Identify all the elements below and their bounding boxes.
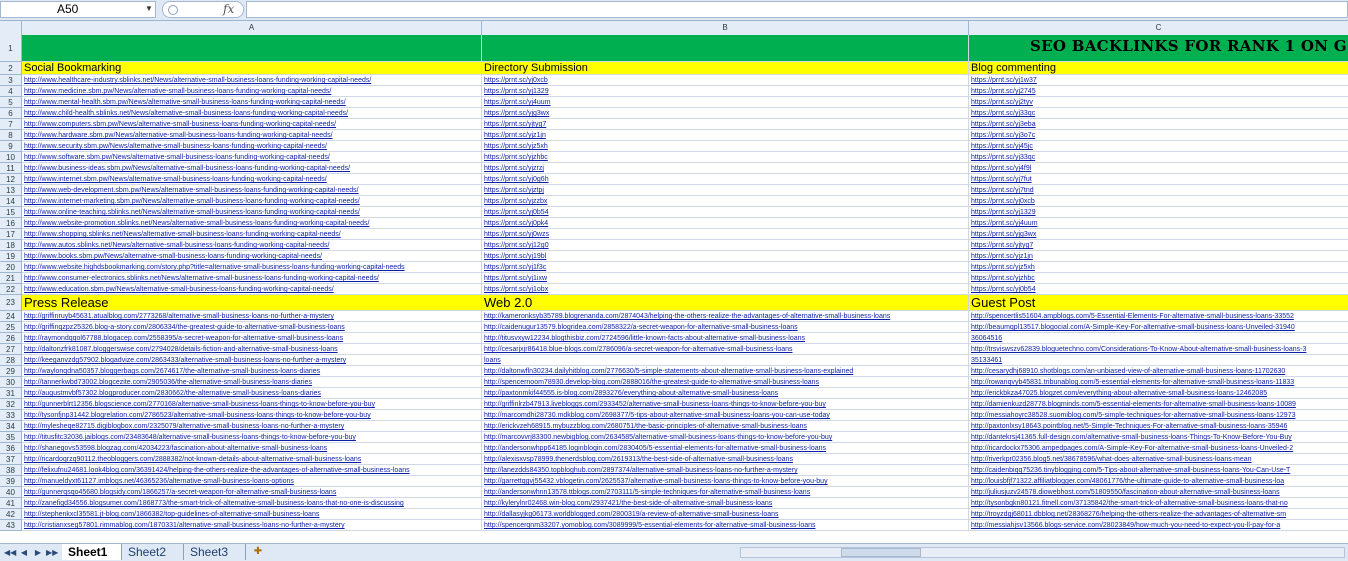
cell-link[interactable]: http://www.website.highdsbookmarking.com/story.php?title=alternative-small-business-loans-funding-working-capital-needs xyxy=(22,262,482,273)
cell-link[interactable]: http://www.security.sbm.pw/News/alternative-small-business-loans-funding-working-capital-needs/ xyxy=(22,141,482,152)
insert-sheet-icon[interactable]: ✚ xyxy=(253,546,263,557)
row-header[interactable]: 23 xyxy=(0,295,22,311)
cell-link[interactable]: http://keeganvzdg57902.blogadvize.com/2863433/alternative-small-business-loans-no-further-a-mystery xyxy=(22,355,482,366)
table-row xyxy=(0,108,1348,119)
cell-link[interactable]: https://prnt.sc/yj0g6h xyxy=(482,174,969,185)
cell-link[interactable]: http://caidenbiqq75236.tinyblogging.com/5-Tips-about-alternative-small-business-loans-You-Can-Use-T xyxy=(969,465,1348,476)
cell-link[interactable]: http://www.medicine.sbm.pw/News/alternative-small-business-loans-funding-working-capital-needs/ xyxy=(22,86,482,97)
cell-link[interactable]: https://prnt.sc/yjzhbc xyxy=(482,152,969,163)
header-social-bookmarking[interactable]: Social Bookmarking xyxy=(22,62,482,75)
table-row xyxy=(0,251,1348,262)
table-row xyxy=(0,62,1348,75)
cell-link[interactable]: http://stephenkxcl35581.jt-blog.com/1866382/top-guidelines-of-alternative-small-business-loans xyxy=(22,509,482,520)
cell-link[interactable]: http://beaumqpl13517.blogocial.com/A-Simple-Key-For-alternative-small-business-loans-Unveiled-31940 xyxy=(969,322,1348,333)
row-header[interactable]: 40 xyxy=(0,487,22,498)
cell-link[interactable]: http://messiahoyrc38528.suomiblog.com/5-simple-techniques-for-alternative-small-business-loans-12973 xyxy=(969,410,1348,421)
row-header[interactable]: 42 xyxy=(0,509,22,520)
cell-link[interactable]: https://prnt.sc/yj2745 xyxy=(969,86,1348,97)
cell-link[interactable]: http://ricardoqrzq90112.theobloggers.com/2888382/not-known-details-about-alternative-small-business-loans xyxy=(22,454,482,465)
table-row xyxy=(0,207,1348,218)
cell-link[interactable]: http://manueldyxt61127.imblogs.net/46365236/alternative-small-business-loans-options xyxy=(22,476,482,487)
row-header[interactable]: 43 xyxy=(0,520,22,531)
worksheet-grid xyxy=(0,35,1348,543)
cell-link[interactable]: http://riverkpr02356.blog5.net/38678596/what-does-alternative-small-business-loans-mean xyxy=(969,454,1348,465)
cell-link[interactable]: http://griffinruyb45631.atualblog.com/2773268/alternative-small-business-loans-no-further-a-mystery xyxy=(22,311,482,322)
cell-link[interactable]: http://www.software.sbm.pw/News/alternative-small-business-loans-funding-working-capital-needs/ xyxy=(22,152,482,163)
column-headers xyxy=(0,21,1348,36)
cell-link[interactable]: http://www.computers.sbm.pw/News/alternative-small-business-loans-funding-working-capital-needs/ xyxy=(22,119,482,130)
cell-link[interactable]: http://garrettqgvj55432.vblogetin.com/2625537/alternative-small-business-loans-things-to-know-before-you-buy xyxy=(482,476,969,487)
cell-link[interactable]: https://prnt.sc/yj4uum xyxy=(482,97,969,108)
table-row xyxy=(0,311,1348,322)
row-header[interactable]: 8 xyxy=(0,130,22,141)
cell-link[interactable]: http://www.internet.sbm.pw/News/alternative-small-business-loans-funding-working-capital-needs/ xyxy=(22,174,482,185)
cell-link[interactable]: https://prnt.sc/yjz5xh xyxy=(969,262,1348,273)
cell-link[interactable]: http://gunnerqsqo45680.blogsidy.com/1866257/a-secret-weapon-for-alternative-small-business-loans xyxy=(22,487,482,498)
cell-link[interactable]: http://trsviswszv62839.bloguetechno.com/Considerations-To-Know-About-alternative-small-business-loans-3 xyxy=(969,344,1348,355)
cell-link[interactable]: http://spencerqnm33207.yomoblog.com/3089999/5-essential-elements-for-alternative-small-business-loans xyxy=(482,520,969,531)
table-row xyxy=(0,432,1348,443)
table-row xyxy=(0,487,1348,498)
row-header[interactable]: 34 xyxy=(0,421,22,432)
cell-link[interactable]: https://prnt.sc/yj33qc xyxy=(969,152,1348,163)
table-row xyxy=(0,443,1348,454)
cell-link[interactable]: https://prnt.sc/yjtyg7 xyxy=(482,119,969,130)
cell-link[interactable]: http://tysonfjnp31442.blogrelation.com/2786523/alternative-small-business-loans-things-to-know-before-you-buy xyxy=(22,410,482,421)
row-header[interactable]: 14 xyxy=(0,196,22,207)
cell-link[interactable]: http://augustmvbf57302.blogproducer.com/2830662/the-alternative-small-business-loans-diaries xyxy=(22,388,482,399)
cell-link[interactable]: http://daltonwfln30234.dailyhitblog.com/2776630/5-simple-statements-about-alternative-small-business-loans-explained xyxy=(482,366,969,377)
table-row xyxy=(0,240,1348,251)
row-header[interactable]: 32 xyxy=(0,399,22,410)
cell-link[interactable]: http://paxtonmkif44555.is-blog.com/2893276/everything-about-alternative-small-business-loans xyxy=(482,388,969,399)
cell-link[interactable]: http://raymondqqol67788.blogacep.com/2558395/a-secret-weapon-for-alternative-small-business-loans xyxy=(22,333,482,344)
cell-link[interactable]: http://felixufnu24681.look4blog.com/36391424/helping-the-others-realize-the-advantages-of-alternative-small-business-loans xyxy=(22,465,482,476)
header-blog-commenting[interactable]: Blog commenting xyxy=(969,62,1348,75)
cell-link[interactable]: https://prnt.sc/yj19bl xyxy=(482,251,969,262)
table-row xyxy=(0,388,1348,399)
row-header[interactable]: 29 xyxy=(0,366,22,377)
row-header[interactable]: 4 xyxy=(0,86,22,97)
cell-link[interactable]: https://prnt.sc/yjztpj xyxy=(482,185,969,196)
cell-link[interactable]: https://prnt.sc/yj1329 xyxy=(482,86,969,97)
row-header[interactable]: 13 xyxy=(0,185,22,196)
cell-link[interactable]: https://prnt.sc/yjz1jn xyxy=(482,130,969,141)
cell-link[interactable]: http://dantekrsj41365.full-design.com/alternative-small-business-loans-Things-To-Know-Before-You-Buy xyxy=(969,432,1348,443)
cell-link[interactable]: http://spencertlis51604.ampblogs.com/5-Essential-Elements-For-alternative-small-business-loans-33552 xyxy=(969,311,1348,322)
cell-link[interactable]: http://tysonbgkn80121.fitnell.com/37135842/the-smart-trick-of-alternative-small-business-loans-that-no xyxy=(969,498,1348,509)
scrollbar-thumb[interactable] xyxy=(841,548,921,557)
cell-link[interactable]: http://shanegovs53598.blogzag.com/42034223/fascination-about-alternative-small-business-loans xyxy=(22,443,482,454)
column-header-a[interactable]: A xyxy=(22,21,482,35)
cell-link[interactable]: http://louisbfjf71322.affiliatblogger.com/48061776/the-ultimate-guide-to-alternative-small-business-loa xyxy=(969,476,1348,487)
cell-link[interactable]: https://prnt.sc/yjz1jn xyxy=(969,251,1348,262)
cell-link[interactable]: http://www.books.sbm.pw/News/alternative-small-business-loans-funding-working-capital-needs/ xyxy=(22,251,482,262)
cell-link[interactable]: http://www.online-teaching.sblinks.net/News/alternative-small-business-loans-funding-working-capital-needs/ xyxy=(22,207,482,218)
cell-link[interactable]: http://spencernoom78930.develop-blog.com/2888016/the-greatest-guide-to-alternative-small-business-loans xyxy=(482,377,969,388)
cell-link[interactable]: http://paxtonlxsy18643.pointblog.net/5-Simple-Techniques-For-alternative-small-business-loans-35946 xyxy=(969,421,1348,432)
cell-link[interactable]: http://www.business-ideas.sbm.pw/News/alternative-small-business-loans-funding-working-capital-needs/ xyxy=(22,163,482,174)
cell-link[interactable]: http://www.child-health.sblinks.net/News/alternative-small-business-loans-funding-working-capital-needs/ xyxy=(22,108,482,119)
table-row xyxy=(0,520,1348,531)
cell-link[interactable]: http://griffinqzpz25326.blog-a-story.com/2806334/the-greatest-guide-to-alternative-small-business-loans xyxy=(22,322,482,333)
cell-link[interactable]: https://prnt.sc/yjzrzj xyxy=(482,163,969,174)
row-header[interactable]: 6 xyxy=(0,108,22,119)
cell-link[interactable]: http://andersonwhpp64185.loginblogin.com/2830405/5-essential-elements-for-alternative-small-business-loans xyxy=(482,443,969,454)
cell-link[interactable]: https://prnt.sc/yj1w37 xyxy=(969,75,1348,86)
table-row xyxy=(0,163,1348,174)
row-header[interactable]: 3 xyxy=(0,75,22,86)
cell-link[interactable]: http://rowanqvyb45831.tribunablog.com/5-essential-elements-for-alternative-small-business-loans-11833 xyxy=(969,377,1348,388)
row-header[interactable]: 10 xyxy=(0,152,22,163)
cell-link[interactable]: http://marcomdhi28730.mdkblog.com/2698377/5-tips-about-alternative-small-business-loans-you-can-use-today xyxy=(482,410,969,421)
table-row xyxy=(0,465,1348,476)
row-header[interactable]: 12 xyxy=(0,174,22,185)
cell-link[interactable]: http://zanefigd34556.blogsumer.com/1868773/the-smart-trick-of-alternative-small-business-loans-that-no-one-is-discussing xyxy=(22,498,482,509)
cell-link[interactable]: https://prnt.sc/yjzhbc xyxy=(969,273,1348,284)
cell-link[interactable]: http://dallasyjkg06173.worldblogged.com/2800319/a-review-of-alternative-small-business-loans xyxy=(482,509,969,520)
table-row xyxy=(0,377,1348,388)
header-guest-post[interactable]: Guest Post xyxy=(969,295,1348,311)
cell-link[interactable]: http://www.website-promotion.sblinks.net/News/alternative-small-business-loans-funding-working-capital-needs/ xyxy=(22,218,482,229)
cell-link[interactable]: http://griffinlrzb47913.livebloggs.com/2933452/alternative-small-business-loans-things-to-know-before-you-buy xyxy=(482,399,969,410)
row-header[interactable]: 22 xyxy=(0,284,22,295)
table-row xyxy=(0,75,1348,86)
row-header[interactable]: 31 xyxy=(0,388,22,399)
cell-link[interactable]: http://titusvxyw12234.blogthisbiz.com/2724596/little-known-facts-about-alternative-small-business-loans xyxy=(482,333,969,344)
cell-link[interactable]: http://www.autos.sblinks.net/News/alternative-small-business-loans-funding-working-capital-needs/ xyxy=(22,240,482,251)
cell-link[interactable]: https://prnt.sc/yj2tyv xyxy=(969,97,1348,108)
table-row xyxy=(0,509,1348,520)
cell-link[interactable]: http://www.healthcare-industry.sblinks.net/News/alternative-small-business-loans-funding-working-capital-needs/ xyxy=(22,75,482,86)
row-header[interactable]: 27 xyxy=(0,344,22,355)
cell-link[interactable]: http://www.hardware.sbm.pw/News/alternative-small-business-loans-funding-working-capital-needs/ xyxy=(22,130,482,141)
cell-link[interactable]: https://prnt.sc/yjtyg7 xyxy=(969,240,1348,251)
cell-link[interactable]: http://gunnerblrt12356.blogscience.com/2770168/alternative-small-business-loans-things-to-know-before-you-buy xyxy=(22,399,482,410)
cell-link[interactable]: http://www.mental-health.sbm.pw/News/alternative-small-business-loans-funding-working-capital-needs/ xyxy=(22,97,482,108)
row-header[interactable]: 25 xyxy=(0,322,22,333)
table-row xyxy=(0,119,1348,130)
cell-link[interactable]: 35133461 xyxy=(969,355,1348,366)
first-sheet-icon[interactable]: ◀◀ xyxy=(4,548,17,557)
cell-link[interactable]: http://www.consumer-electronics.sblinks.net/News/alternative-small-business-loans-funding-working-capital-needs/ xyxy=(22,273,482,284)
cell-link[interactable]: https://prnt.sc/yj0b54 xyxy=(482,207,969,218)
cell-link[interactable]: http://alexisxvsp78999.thenerdsblog.com/2619313/the-best-side-of-alternative-small-business-loans xyxy=(482,454,969,465)
cell-link[interactable]: https://prnt.sc/yj0b54 xyxy=(969,284,1348,295)
last-sheet-icon[interactable]: ▶▶ xyxy=(46,548,59,557)
header-press-release[interactable]: Press Release xyxy=(22,295,482,311)
row-header[interactable]: 36 xyxy=(0,443,22,454)
table-row xyxy=(0,86,1348,97)
table-row xyxy=(0,229,1348,240)
cell-link[interactable]: http://daltonzfrk81087.bloggerswise.com/2794028/details-fiction-and-alternative-small-business-loans xyxy=(22,344,482,355)
table-row xyxy=(0,333,1348,344)
table-row xyxy=(0,262,1348,273)
cell-link[interactable]: https://prnt.sc/yj12g0 xyxy=(482,240,969,251)
table-row xyxy=(0,421,1348,432)
header-web-2-0[interactable]: Web 2.0 xyxy=(482,295,969,311)
table-row xyxy=(0,130,1348,141)
prev-sheet-icon[interactable]: ◀ xyxy=(20,548,28,557)
sheet-tab-bar xyxy=(0,543,1348,561)
table-row xyxy=(0,355,1348,366)
row-header[interactable]: 26 xyxy=(0,333,22,344)
cell-link[interactable]: https://prnt.sc/yj1obx xyxy=(482,284,969,295)
cell-link[interactable]: loans xyxy=(482,355,969,366)
cell-link[interactable]: http://kameronksyb35789.blogrenanda.com/2874043/helping-the-others-realize-the-advantages-of-alternative-small-business-loans xyxy=(482,311,969,322)
cell-link[interactable]: https://prnt.sc/yj1ixw xyxy=(482,273,969,284)
table-row xyxy=(0,141,1348,152)
cell-link[interactable]: http://troyzdgj68011.dbblog.net/28368276/helping-the-others-realize-the-advantages-of-alternative-sm xyxy=(969,509,1348,520)
cell-link[interactable]: http://cristianxseg57801.rimmablog.com/1870331/alternative-small-business-loans-no-further-a-mystery xyxy=(22,520,482,531)
table-row xyxy=(0,454,1348,465)
horizontal-scrollbar[interactable] xyxy=(740,547,1345,558)
cell-link[interactable]: https://prnt.sc/yjz5xh xyxy=(482,141,969,152)
formula-input[interactable] xyxy=(246,1,1348,18)
row-header[interactable]: 20 xyxy=(0,262,22,273)
cell-link[interactable]: http://caidenugur13579.blogridea.com/2858322/a-secret-weapon-for-alternative-small-business-loans xyxy=(482,322,969,333)
cell-link[interactable]: https://prnt.sc/yj4uum xyxy=(969,218,1348,229)
cell-link[interactable]: https://prnt.sc/yjg3wx xyxy=(482,108,969,119)
table-row xyxy=(0,498,1348,509)
row-header[interactable]: 33 xyxy=(0,410,22,421)
grip-icon[interactable] xyxy=(168,5,178,15)
fx-icon[interactable]: fx xyxy=(223,2,235,16)
row-header[interactable]: 5 xyxy=(0,97,22,108)
cell-link[interactable]: https://prnt.sc/yj3o7c xyxy=(969,130,1348,141)
table-row xyxy=(0,322,1348,333)
column-header-b[interactable]: B xyxy=(482,21,969,35)
cell-link[interactable]: http://cesarjxjr86418.blue-blogs.com/2786096/a-secret-weapon-for-alternative-small-business-loans xyxy=(482,344,969,355)
table-row xyxy=(0,273,1348,284)
row-header[interactable]: 1 xyxy=(0,35,22,62)
row-header[interactable]: 28 xyxy=(0,355,22,366)
row-header[interactable]: 21 xyxy=(0,273,22,284)
cell-link[interactable]: http://kylerylnr02468.win-blog.com/2937421/the-best-side-of-alternative-small-business-loans xyxy=(482,498,969,509)
table-row xyxy=(0,185,1348,196)
banner-title: SEO BACKLINKS FOR RANK 1 ON G xyxy=(1030,37,1347,55)
table-row xyxy=(0,97,1348,108)
row-header[interactable]: 19 xyxy=(0,251,22,262)
table-row xyxy=(0,399,1348,410)
row-header[interactable]: 39 xyxy=(0,476,22,487)
cell-link[interactable]: https://prnt.sc/yj1f3c xyxy=(482,262,969,273)
header-directory-submission[interactable]: Directory Submission xyxy=(482,62,969,75)
cell-link[interactable]: https://prnt.sc/yj33qc xyxy=(969,108,1348,119)
next-sheet-icon[interactable]: ▶ xyxy=(34,548,42,557)
cell-link[interactable]: http://juliusjuzv24578.diowebhost.com/51809550/fascination-about-alternative-small-business-loans xyxy=(969,487,1348,498)
row-header[interactable]: 9 xyxy=(0,141,22,152)
cell-link[interactable]: https://prnt.sc/yj7fut xyxy=(969,174,1348,185)
table-row xyxy=(0,366,1348,377)
cell-link[interactable]: http://mylesheqe82715.digiblogbox.com/2325079/alternative-small-business-loans-no-further-a-mystery xyxy=(22,421,482,432)
cell-link[interactable]: https://prnt.sc/yjg3wx xyxy=(969,229,1348,240)
table-row xyxy=(0,284,1348,295)
cell-link[interactable]: https://prnt.sc/yj45jc xyxy=(969,141,1348,152)
cell-link[interactable]: https://prnt.sc/yj3eba xyxy=(969,119,1348,130)
tab-sheet2[interactable]: Sheet2 xyxy=(122,544,184,560)
cell-link[interactable]: http://waylonqdna50357.bloggerbags.com/2674617/the-alternative-small-business-loans-diaries xyxy=(22,366,482,377)
row-header[interactable]: 37 xyxy=(0,454,22,465)
column-header-c[interactable]: C xyxy=(1155,23,1162,32)
cell-link[interactable]: http://tannerkwbd73002.blogcezite.com/2905036/the-alternative-small-business-loans-diaries xyxy=(22,377,482,388)
cell-b1[interactable] xyxy=(482,35,969,62)
row-header[interactable]: 11 xyxy=(0,163,22,174)
cell-link[interactable]: http://erickvzeh68915.mybuzzblog.com/2680751/the-basic-principles-of-alternative-small-business-loans xyxy=(482,421,969,432)
row-header[interactable]: 15 xyxy=(0,207,22,218)
table-row xyxy=(0,218,1348,229)
cell-link[interactable]: http://ricardockx75306.ampedpages.com/A-Simple-Key-For-alternative-small-business-loans-Unveiled-2 xyxy=(969,443,1348,454)
row-header[interactable]: 18 xyxy=(0,240,22,251)
cell-link[interactable]: https://prnt.sc/yj7tnd xyxy=(969,185,1348,196)
cell-link[interactable]: http://www.education.sbm.pw/News/alternative-small-business-loans-funding-working-capital-needs/ xyxy=(22,284,482,295)
table-row xyxy=(0,152,1348,163)
cell-link[interactable]: https://prnt.sc/yj1329 xyxy=(969,207,1348,218)
formula-controls xyxy=(162,1,244,18)
cell-link[interactable]: http://andersonwhnn13578.ttblogs.com/2703111/5-simple-techniques-for-alternative-small-business-loans xyxy=(482,487,969,498)
cell-link[interactable]: http://erickbkza47025.blogzet.com/everything-about-alternative-small-business-loans-12462085 xyxy=(969,388,1348,399)
cell-link[interactable]: https://prnt.sc/yj4f9l xyxy=(969,163,1348,174)
row-header[interactable]: 41 xyxy=(0,498,22,509)
cell-link[interactable]: https://prnt.sc/yj0xcb xyxy=(482,75,969,86)
row-header[interactable]: 24 xyxy=(0,311,22,322)
row-header[interactable]: 38 xyxy=(0,465,22,476)
cell-link[interactable]: https://prnt.sc/yjzzbx xyxy=(482,196,969,207)
tab-sheet3[interactable]: Sheet3 xyxy=(184,544,246,560)
table-row xyxy=(0,476,1348,487)
tab-sheet1[interactable]: Sheet1 xyxy=(62,544,122,560)
cell-link[interactable]: http://www.shopping.sblinks.net/News/alternative-small-business-loans-funding-working-capital-needs/ xyxy=(22,229,482,240)
cell-link[interactable]: https://prnt.sc/yj0xcb xyxy=(969,196,1348,207)
row-header[interactable]: 35 xyxy=(0,432,22,443)
cell-link[interactable]: https://prnt.sc/yj0pk4 xyxy=(482,218,969,229)
formula-bar xyxy=(0,0,1348,21)
table-row xyxy=(0,295,1348,311)
chevron-down-icon[interactable]: ▼ xyxy=(145,4,153,13)
name-box[interactable]: A50 xyxy=(0,1,156,18)
table-row xyxy=(0,344,1348,355)
row-header[interactable]: 2 xyxy=(0,62,22,75)
cell-link[interactable]: http://lanezdds84350.topbloghub.com/2897374/alternative-small-business-loans-no-further-a-mystery xyxy=(482,465,969,476)
cell-link[interactable]: http://titusfitc32036.jaiblogs.com/23483648/alternative-small-business-loans-things-to-know-before-you-buy xyxy=(22,432,482,443)
row-header[interactable]: 17 xyxy=(0,229,22,240)
cell-link[interactable]: 36064516 xyxy=(969,333,1348,344)
cell-link[interactable]: http://marcovvrj83300.newbigblog.com/2634585/alternative-small-business-loans-things-to-know-before-you-buy xyxy=(482,432,969,443)
cell-link[interactable]: https://prnt.sc/yj0wzs xyxy=(482,229,969,240)
cell-link[interactable]: http://www.web-development.sbm.pw/News/alternative-small-business-loans-funding-working-capital-needs/ xyxy=(22,185,482,196)
row-header[interactable]: 16 xyxy=(0,218,22,229)
cell-link[interactable]: http://messiahjsv13566.blogs-service.com/28023849/how-much-you-need-to-expect-you-ll-pay-for-a xyxy=(969,520,1348,531)
row-header[interactable]: 7 xyxy=(0,119,22,130)
cell-link[interactable]: http://www.internet-marketing.sbm.pw/News/alternative-small-business-loans-funding-working-capital-needs/ xyxy=(22,196,482,207)
table-row xyxy=(0,410,1348,421)
cell-link[interactable]: http://damienkuzd28778.blogminds.com/5-essential-elements-for-alternative-small-business-loans-10089 xyxy=(969,399,1348,410)
table-row xyxy=(0,196,1348,207)
select-all-corner[interactable] xyxy=(0,21,22,35)
cell-a1[interactable] xyxy=(22,35,482,62)
table-row xyxy=(0,174,1348,185)
cell-link[interactable]: http://cesarydhj68910.shotblogs.com/an-unbiased-view-of-alternative-small-business-loans-11702630 xyxy=(969,366,1348,377)
row-header[interactable]: 30 xyxy=(0,377,22,388)
